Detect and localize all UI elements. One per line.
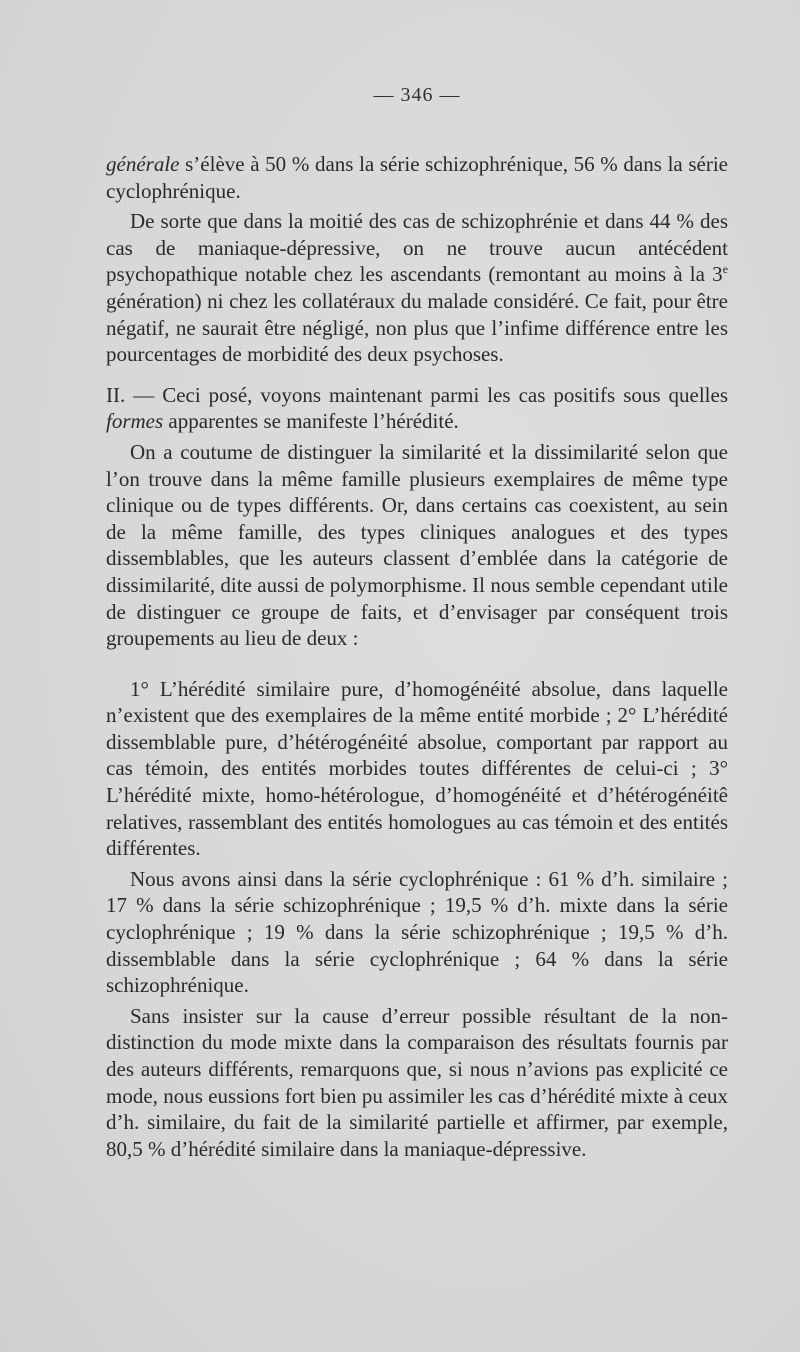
body-text	[106, 151, 728, 1162]
paragraph-2-text: De sorte que dans la moitié des cas de schizophrénie et dans 44 % des cas de maniaque-dépressive, on ne trouve aucun antécédent psychopathique notable chez les ascendants (remontant au moins à la 3	[106, 209, 728, 287]
paragraph-5: 1° L’hérédité similaire pure, d’homogénéité absolue, dans laquelle n’existent que des exemplaires de la même entité morbide ; 2° L’hérédité dissemblable pure, d’hétérogénéité absolue, comportant par rapport au cas témoin, des entités morbides toutes différentes de celui-ci ; 3° L’hérédité mixte, homo-hétérologue, d’homogénéité et d’hétérogénéitê relatives, rassemblant des entités homologues au cas témoin et des entités différentes.	[106, 676, 728, 861]
italic-word-generale: générale	[106, 152, 180, 176]
paragraph-3	[106, 382, 728, 435]
paragraph-4: On a coutume de distinguer la similarité et la dissimilarité selon que l’on trouve dans la même famille plusieurs exemplaires de même type clinique ou de types différents. Or, dans certains cas coexistent, au sein de la même famille, des types cliniques analogues et des types dissemblables, que les auteurs classent d’emblée dans la catégorie de dissimilarité, dite aussi de polymorphisme. Il nous semble cependant utile de distinguer ce groupe de faits, et d’envisager par conséquent trois groupements au lieu de deux :	[106, 439, 728, 651]
italic-word-formes: formes	[106, 409, 164, 434]
paragraph-3-start: II. — Ceci posé, voyons maintenant parmi les cas positifs sous quelles	[106, 382, 728, 407]
paragraph-1-text: s’élève à 50 % dans la série schizophrénique, 56 % dans la série cyclophrénique.	[106, 152, 728, 203]
paragraph-6: Nous avons ainsi dans la série cyclophrénique : 61 % d’h. similaire ; 17 % dans la série schizophrénique ; 19,5 % d’h. mixte dans la série cyclophrénique ; 19 % dans la série schizophrénique ; 19,5 % d’h. dissemblable dans la série cyclophrénique ; 64 % dans la série schizophrénique.	[106, 866, 728, 998]
paragraph-2-rest: génération) ni chez les collatéraux du malade considéré. Ce fait, pour être négatif, ne saurait être négligé, non plus que l’infime différence entre les pourcentages de morbidité des deux psychoses.	[106, 288, 728, 367]
paragraph-7: Sans insister sur la cause d’erreur possible résultant de la non-distinction du mode mixte dans la comparaison des résultats fournis par des auteurs différents, remarquons que, si nous n’avions pas explicité ce mode, nous eussions fort bien pu assimiler les cas d’hérédité mixte à ceux d’h. similaire, du fait de la similarité partielle et affirmer, par exemple, 80,5 % d’hérédité similaire dans la maniaque-dépressive.	[106, 1003, 728, 1161]
superscript-e: e	[722, 262, 728, 277]
paragraph-2	[106, 208, 728, 368]
paragraph-3-end: apparentes se manifeste l’hérédité.	[163, 409, 459, 434]
page-number: — 346 —	[373, 84, 461, 106]
paragraph-1	[106, 151, 728, 204]
